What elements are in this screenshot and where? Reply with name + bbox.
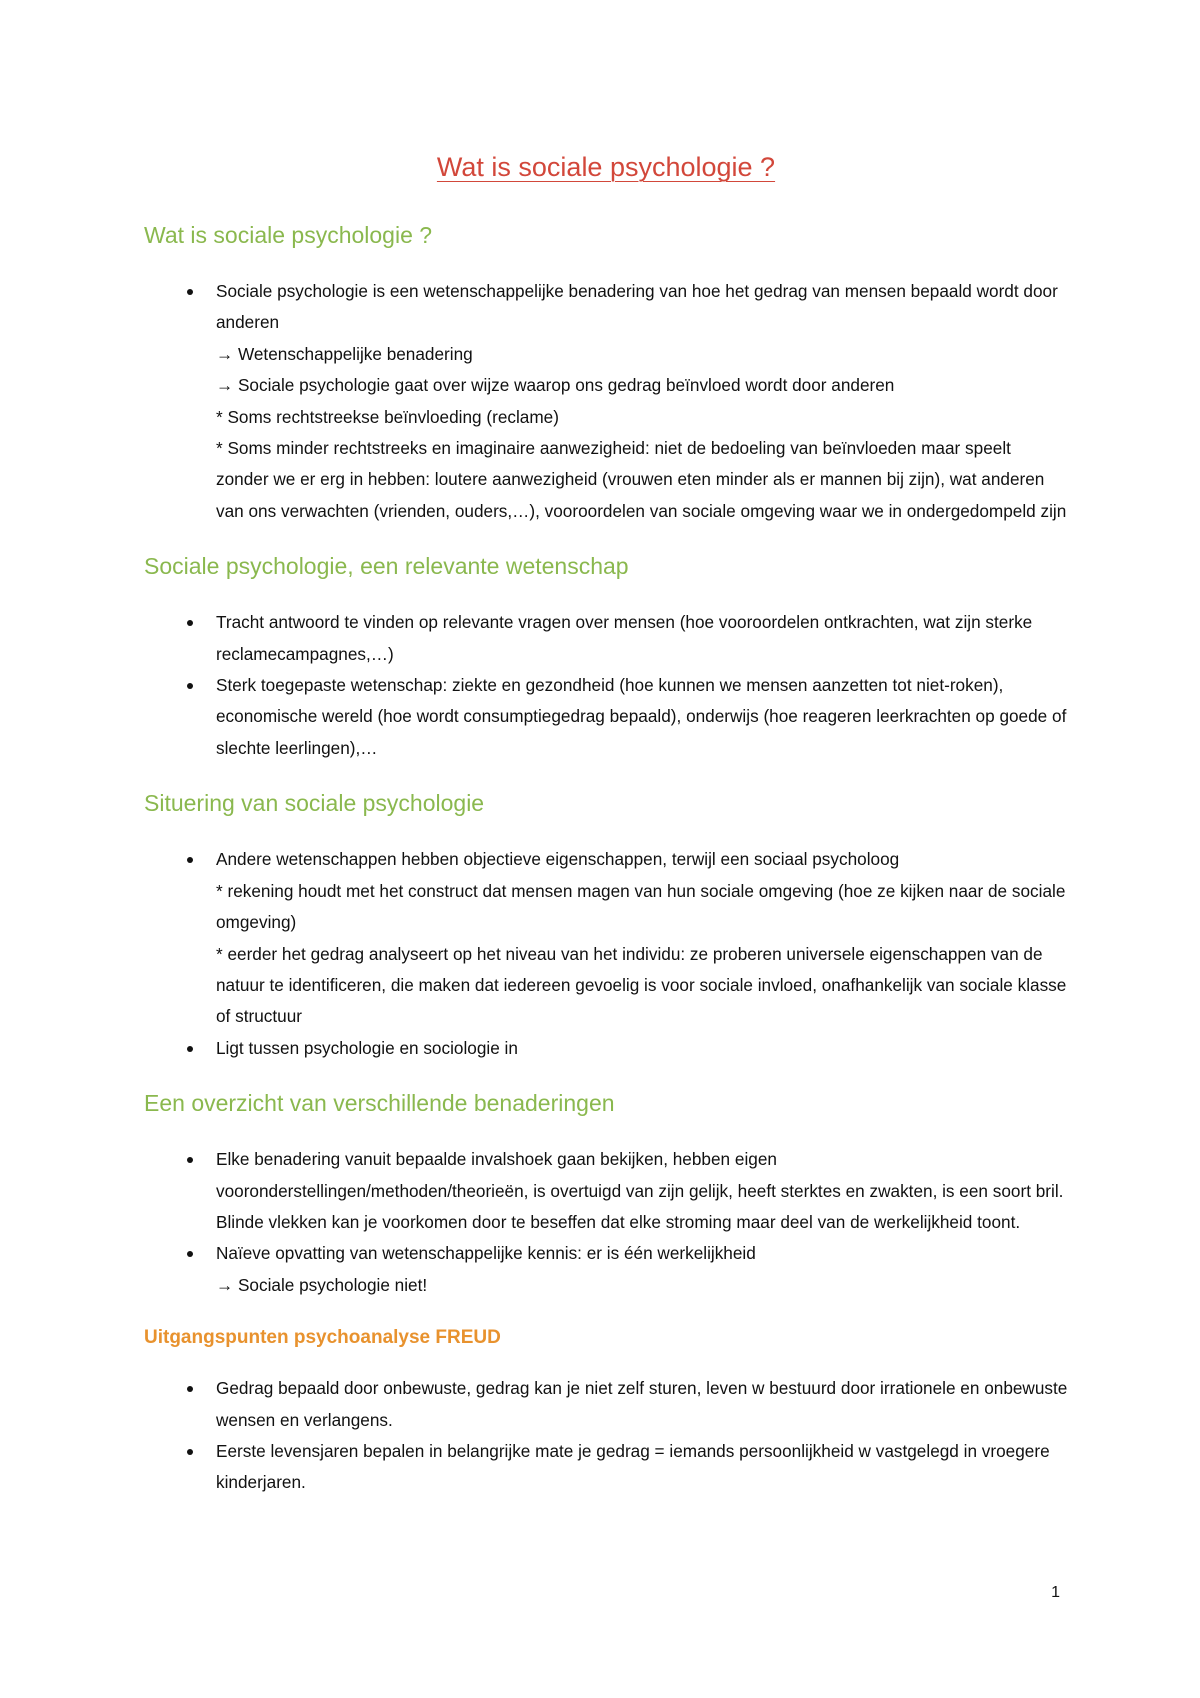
bullet-list [144,1144,1068,1301]
document-title: Wat is sociale psychologie ? [436,152,776,182]
bullet-icon [187,1157,193,1163]
bullet-list [144,844,1068,1064]
list-item [144,1144,1068,1238]
bullet-list [144,1373,1068,1499]
list-item-text: Andere wetenschappen hebben objectieve eigenschappen, terwijl een sociaal psycholoog [216,849,900,870]
list-item-text: Sociale psychologie is een wetenschappelijke benadering van hoe het gedrag van mensen bepaald wordt door anderen [216,281,1058,333]
list-item-subline: * Soms rechtstreekse beïnvloeding (reclame) [216,406,559,427]
section-wat-is-sociale-psychologie [144,220,1068,527]
bullet-list [144,607,1068,764]
list-item-subline: → Wetenschappelijke benadering [216,343,473,364]
section-heading: Wat is sociale psychologie ? [144,222,433,248]
section-relevante-wetenschap [144,551,1068,764]
bullet-icon [187,857,193,863]
list-item [144,276,1068,527]
section-situering [144,788,1068,1064]
list-item-text: Eerste levensjaren bepalen in belangrijke mate je gedrag = iemands persoonlijkheid w vastgelegd in vroegere kinderjaren. [216,1440,1050,1493]
list-item-subline: * Soms minder rechtstreeks en imaginaire aanwezigheid: niet de bedoeling van beïnvloeden maar speelt zonder we er erg in hebben: loutere aanwezigheid (vrouwen eten minder als er mannen bij zijn), wat anderen van ons verwachten (vrienden, ouders,…), vooroordelen van sociale omgeving waar we in ondergedompeld zijn [216,438,1067,521]
list-item [144,844,1068,1032]
section-overzicht-benaderingen [144,1088,1068,1301]
list-item [144,607,1068,670]
list-item-text: Elke benadering vanuit bepaalde invalshoek gaan bekijken, hebben eigen vooronderstellingen/methoden/theorieën, is overtuigd van zijn gelijk, heeft sterktes en zwakten, is een soort bril. Blinde vlekken kan je voorkomen door te beseffen dat elke stroming maar deel van de werkelijkheid toont. [216,1149,1064,1232]
list-item [144,1373,1068,1436]
page-number: 1 [1051,1584,1060,1601]
list-item-text: Naïeve opvatting van wetenschappelijke kennis: er is één werkelijkheid [216,1243,756,1264]
list-item-text: Gedrag bepaald door onbewuste, gedrag kan je niet zelf sturen, leven w bestuurd door irrationele en onbewuste wensen en verlangens. [216,1378,1068,1430]
list-item-subline: → Sociale psychologie gaat over wijze waarop ons gedrag beïnvloed wordt door anderen [216,375,895,396]
list-item [144,1436,1068,1499]
list-item-subline: * eerder het gedrag analyseert op het niveau van het individu: ze proberen universele eigenschappen van de natuur te identificeren, die maken dat iedereen gevoelig is voor sociale invloed, onafhankelijk van sociale klasse of structuur [216,943,1067,1027]
list-item [144,1033,1068,1064]
subsection-heading: Uitgangspunten psychoanalyse FREUD [144,1327,501,1349]
section-heading: Een overzicht van verschillende benaderingen [144,1090,615,1117]
bullet-icon [187,1449,193,1455]
section-heading: Situering van sociale psychologie [144,790,485,817]
list-item [144,1238,1068,1301]
bullet-icon [187,683,193,689]
bullet-list [144,276,1068,527]
list-item-subline: → Sociale psychologie niet! [216,1274,428,1295]
list-item-text: Sterk toegepaste wetenschap: ziekte en gezondheid (hoe kunnen we mensen aanzetten tot niet-roken), economische wereld (hoe wordt consumptiegedrag bepaald), onderwijs (hoe reageren leerkrachten op goede of slechte leerlingen),… [216,675,1067,758]
bullet-icon [187,1386,193,1392]
bullet-icon [187,289,193,295]
section-heading: Sociale psychologie, een relevante wetenschap [144,553,629,580]
list-item-text: Ligt tussen psychologie en sociologie in [216,1037,518,1058]
list-item [144,670,1068,764]
bullet-icon [187,620,193,626]
list-item-subline: * rekening houdt met het construct dat mensen magen van hun sociale omgeving (hoe ze kijken naar de sociale omgeving) [216,880,1066,933]
list-item-text: Tracht antwoord te vinden op relevante vragen over mensen (hoe vooroordelen ontkrachten, wat zijn sterke reclamecampagnes,…) [216,612,1033,664]
bullet-icon [187,1251,193,1257]
section-psychoanalyse-freud [144,1325,1068,1499]
bullet-icon [187,1046,193,1052]
